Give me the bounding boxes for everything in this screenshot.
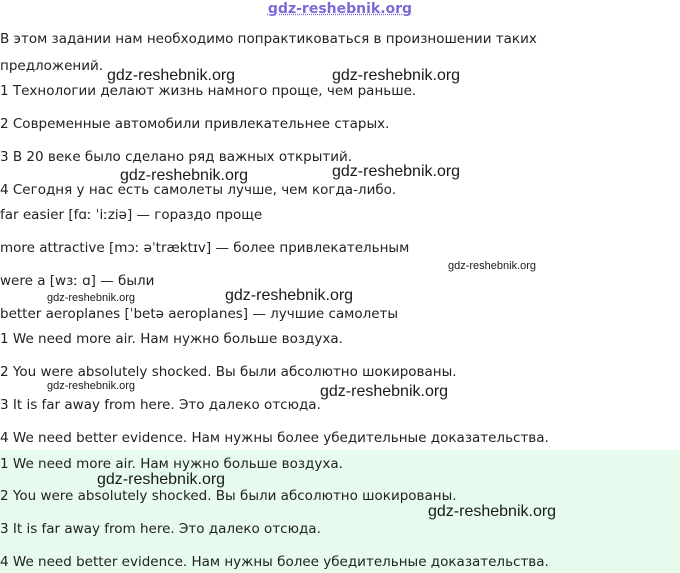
sentence-item: 2 Современные автомобили привлекательнее старых. (0, 116, 390, 132)
highlighted-example-sentence: 1 We need more air. Нам нужно больше воздуха. (0, 456, 343, 472)
watermark: gdz-reshebnik.org (47, 380, 136, 392)
example-sentence: 1 We need more air. Нам нужно больше воздуха. (0, 331, 343, 347)
watermark: gdz-reshebnik.org (428, 503, 557, 520)
watermark: gdz-reshebnik.org (332, 67, 461, 84)
highlighted-example-sentence: 3 It is far away from here. Это далеко отсюда. (0, 521, 321, 537)
example-sentence: 2 You were absolutely shocked. Вы были абсолютно шокированы. (0, 364, 457, 380)
watermark: gdz-reshebnik.org (120, 167, 249, 184)
intro-text: предложений. (0, 58, 104, 74)
sentence-item: 3 В 20 веке было сделано ряд важных открытий. (0, 149, 353, 165)
watermark: gdz-reshebnik.org (332, 163, 461, 180)
watermark: gdz-reshebnik.org (47, 292, 136, 304)
sentence-item: 4 Сегодня у нас есть самолеты лучше, чем когда-либо. (0, 182, 397, 198)
watermark: gdz-reshebnik.org (225, 287, 354, 304)
site-header-link[interactable]: gdz-reshebnik.org (267, 1, 413, 17)
sentence-item: 1 Технологии делают жизнь намного проще, чем раньше. (0, 83, 417, 99)
intro-text: В этом задании нам необходимо попрактиковаться в произношении таких (0, 31, 537, 47)
watermark: gdz-reshebnik.org (320, 383, 449, 400)
vocabulary-item: far easier [fɑː ˈiːziə] — гораздо проще (0, 207, 263, 223)
watermark: gdz-reshebnik.org (97, 471, 226, 488)
vocabulary-item: more attractive [mɔː əˈtræktɪv] — более привлекательным (0, 240, 410, 256)
example-sentence: 3 It is far away from here. Это далеко отсюда. (0, 397, 321, 413)
vocabulary-item: were a [wɜː ɑ] — были (0, 273, 155, 289)
highlighted-example-sentence: 2 You were absolutely shocked. Вы были абсолютно шокированы. (0, 488, 457, 504)
watermark: gdz-reshebnik.org (448, 260, 537, 272)
example-sentence: 4 We need better evidence. Нам нужны более убедительные доказательства. (0, 430, 549, 446)
vocabulary-item: better aeroplanes [ˈbetə aeroplanes] — лучшие самолеты (0, 306, 399, 322)
watermark: gdz-reshebnik.org (107, 67, 236, 84)
highlighted-example-sentence: 4 We need better evidence. Нам нужны более убедительные доказательства. (0, 554, 549, 570)
